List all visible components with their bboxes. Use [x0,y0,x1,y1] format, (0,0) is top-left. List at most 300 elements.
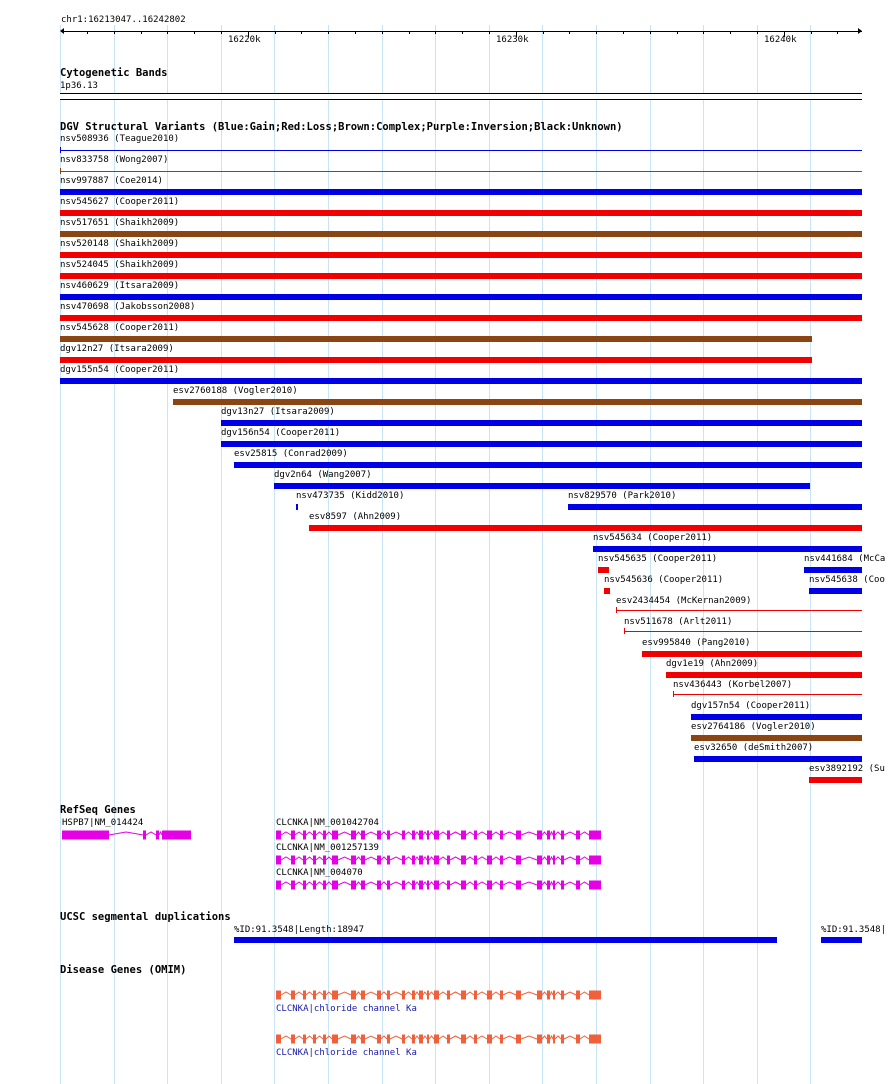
exon-block [402,991,405,1000]
exon-block [547,856,550,865]
exon-block [427,831,429,840]
exon-block [447,831,450,840]
intron-line [306,1036,313,1039]
intron-line [580,857,589,860]
omim-title: Disease Genes (OMIM) [60,964,187,976]
dgv-variant-label[interactable]: nsv470698 (Jakobsson2008) [60,302,196,312]
exon-block [313,881,316,890]
intron-line [580,832,589,835]
exon-block [447,881,450,890]
intron-line [381,832,387,835]
dgv-variant-label[interactable]: nsv833758 (Wong2007) [60,155,169,165]
exon-block [303,856,306,865]
exon-block [537,856,542,865]
intron-line [338,992,351,995]
intron-line [306,992,313,995]
exon-block [361,1035,365,1044]
intron-line [492,857,500,860]
intron-line [281,1036,291,1039]
exon-block [291,831,295,840]
exon-block [361,991,365,1000]
dgv-variant-label[interactable]: esv3892192 (Su [809,764,885,774]
intron-line [295,832,303,835]
exon-block [561,991,564,1000]
intron-line [390,992,402,995]
exon-block [323,991,326,1000]
exon-block [156,831,159,840]
intron-line [146,832,156,835]
intron-line [521,882,537,885]
exon-block [62,831,109,840]
dgv-variant-label[interactable]: nsv545634 (Cooper2011) [593,533,713,543]
exon-block [351,1035,356,1044]
exon-block [500,881,503,890]
refseq-gene-label[interactable]: HSPB7|NM_014424 [62,818,144,828]
exon-block [474,881,477,890]
exon-block [537,831,542,840]
exon-block [576,1035,580,1044]
intron-line [542,857,547,860]
intron-line [356,992,361,995]
intron-line [564,1036,576,1039]
exon-block [561,1035,564,1044]
omim-gene-label[interactable]: CLCNKA|chloride channel Ka [276,1004,417,1014]
gene-glyph-clcnka [276,831,601,840]
intron-line [365,832,377,835]
intron-line [550,992,553,995]
exon-block [561,881,564,890]
intron-line [281,857,291,860]
intron-line [423,832,427,835]
ruler-tick-label: 16230k [496,35,529,45]
dgv-variant-label[interactable]: esv8597 (Ahn2009) [309,512,402,522]
exon-block [461,856,466,865]
exon-block [387,831,390,840]
cytoband-title: Cytogenetic Bands [60,67,168,79]
exon-block [487,881,492,890]
exon-block [313,831,316,840]
intron-line [326,882,332,885]
ruler-tick-label: 16240k [764,35,797,45]
segdup-bar[interactable] [821,937,862,943]
intron-line [503,882,516,885]
exon-block [361,856,365,865]
omim-gene-glyph [276,991,601,1000]
intron-line [306,857,313,860]
exon-block [516,1035,521,1044]
intron-line [492,882,500,885]
intron-line [555,832,561,835]
exon-block [361,881,365,890]
gene-glyph-hspb7 [62,831,191,840]
exon-block [547,1035,550,1044]
omim-gene-label[interactable]: CLCNKA|chloride channel Ka [276,1048,417,1058]
dgv-variant-label[interactable]: esv2434454 (McKernan2009) [616,596,752,606]
exon-block [332,991,338,1000]
exon-block [323,1035,326,1044]
dgv-variant-label[interactable]: nsv517651 (Shaikh2009) [60,218,180,228]
intron-line [564,857,576,860]
intron-line [415,832,419,835]
segdup-label[interactable]: %ID:91.3548|Length:18947 [234,925,365,935]
intron-line [390,1036,402,1039]
exon-block [576,831,580,840]
exon-block [291,881,295,890]
intron-line [316,1036,323,1039]
intron-line [429,1036,434,1039]
exon-block [412,881,415,890]
exon-block [276,881,281,890]
intron-line [492,832,500,835]
exon-block [402,831,405,840]
exon-block [500,856,503,865]
intron-line [503,832,516,835]
intron-line [521,1036,537,1039]
dgv-variant-label[interactable]: esv2760188 (Vogler2010) [173,386,298,396]
exon-block [474,831,477,840]
intron-line [564,832,576,835]
exon-block [276,991,281,1000]
exon-block [553,991,555,1000]
exon-block [332,881,338,890]
intron-line [550,832,553,835]
intron-line [306,882,313,885]
exon-block [447,1035,450,1044]
exon-block [402,881,405,890]
dgv-variant-label[interactable]: esv25815 (Conrad2009) [234,449,348,459]
intron-line [381,857,387,860]
segdup-title: UCSC segmental duplications [60,911,231,923]
exon-block [313,1035,316,1044]
intron-line [405,1036,412,1039]
exon-block [276,856,281,865]
intron-line [429,832,434,835]
exon-block [461,1035,466,1044]
exon-block [500,991,503,1000]
exon-block [291,856,295,865]
intron-line [326,832,332,835]
exon-block [589,881,601,890]
intron-line [542,992,547,995]
refseq-gene-label[interactable]: CLCNKA|NM_004070 [276,868,363,878]
intron-line [316,992,323,995]
dgv-variant-label[interactable]: esv2764186 (Vogler2010) [691,722,816,732]
refseq-title: RefSeq Genes [60,804,136,816]
exon-block [332,856,338,865]
exon-block [589,1035,601,1044]
segdup-bar[interactable] [234,937,777,943]
exon-block [561,831,564,840]
exon-block [434,831,439,840]
intron-line [405,882,412,885]
exon-block [427,856,429,865]
exon-block [461,991,466,1000]
exon-block [516,831,521,840]
exon-block [434,881,439,890]
intron-line [580,992,589,995]
exon-block [419,881,423,890]
intron-line [338,882,351,885]
intron-line [405,857,412,860]
dgv-variant-label[interactable]: nsv829570 (Park2010) [568,491,677,501]
intron-line [390,857,402,860]
exon-block [387,991,390,1000]
location-label: chr1:16213047..16242802 [61,15,186,25]
exon-block [419,831,423,840]
exon-block [162,831,191,840]
exon-block [547,831,550,840]
dgv-variant-label[interactable]: nsv545627 (Cooper2011) [60,197,180,207]
segdup-label[interactable]: %ID:91.3548| [821,925,887,935]
intron-line [450,1036,461,1039]
intron-line [450,882,461,885]
dgv-variant-label[interactable]: dgv156n54 (Cooper2011) [221,428,341,438]
exon-block [351,856,356,865]
intron-line [521,857,537,860]
exon-block [500,831,503,840]
dgv-variant-label[interactable]: nsv473735 (Kidd2010) [296,491,405,501]
intron-line [439,992,447,995]
exon-block [377,856,381,865]
exon-block [332,1035,338,1044]
exon-block [553,1035,555,1044]
intron-line [450,992,461,995]
intron-line [521,832,537,835]
intron-line [492,1036,500,1039]
cytoband-label: 1p36.13 [60,81,98,91]
exon-block [377,831,381,840]
exon-block [351,831,356,840]
exon-block [589,831,601,840]
dgv-variant-label[interactable]: dgv12n27 (Itsara2009) [60,344,174,354]
intron-line [477,832,487,835]
dgv-variant-label[interactable]: nsv524045 (Shaikh2009) [60,260,180,270]
intron-line [550,857,553,860]
intron-line [439,832,447,835]
exon-block [487,991,492,1000]
exon-block [291,1035,295,1044]
exon-block [547,991,550,1000]
exon-block [313,991,316,1000]
intron-line [555,992,561,995]
exon-block [474,991,477,1000]
exon-block [474,856,477,865]
intron-line [450,832,461,835]
intron-line [316,832,323,835]
exon-block [474,1035,477,1044]
refseq-gene-label[interactable]: CLCNKA|NM_001042704 [276,818,379,828]
intron-line [542,882,547,885]
intron-line [405,832,412,835]
exon-block [537,881,542,890]
dgv-variant-label[interactable]: nsv545636 (Cooper2011) [604,575,724,585]
intron-line [365,857,377,860]
exon-block [427,991,429,1000]
intron-line [542,832,547,835]
exon-block [516,991,521,1000]
dgv-variant-label[interactable]: esv995840 (Pang2010) [642,638,751,648]
intron-line [555,857,561,860]
intron-line [477,992,487,995]
intron-line [381,882,387,885]
intron-line [390,882,402,885]
dgv-variant-label[interactable]: nsv520148 (Shaikh2009) [60,239,180,249]
intron-line [503,992,516,995]
exon-block [402,1035,405,1044]
intron-line [109,832,143,835]
exon-block [377,991,381,1000]
intron-line [356,832,361,835]
omim-gene-glyph [276,1035,601,1044]
intron-line [466,1036,474,1039]
intron-line [429,992,434,995]
exon-block [387,1035,390,1044]
intron-line [564,882,576,885]
dgv-variant-label[interactable]: nsv511678 (Arlt2011) [624,617,733,627]
intron-line [390,832,402,835]
exon-block [419,856,423,865]
dgv-variant-label[interactable]: nsv441684 (McCa [804,554,886,564]
exon-block [427,881,429,890]
intron-line [415,1036,419,1039]
exon-block [377,1035,381,1044]
intron-line [550,1036,553,1039]
intron-line [281,882,291,885]
exon-block [361,831,365,840]
intron-line [466,832,474,835]
intron-line [415,992,419,995]
intron-line [439,857,447,860]
intron-line [423,1036,427,1039]
intron-line [466,882,474,885]
ruler-tick-label: 16220k [228,35,261,45]
intron-line [295,882,303,885]
intron-line [405,992,412,995]
exon-block [351,881,356,890]
intron-line [316,857,323,860]
intron-line [381,992,387,995]
intron-line [477,882,487,885]
intron-line [365,882,377,885]
dgv-variant-label[interactable]: nsv508936 (Teague2010) [60,134,180,144]
dgv-variant-label[interactable]: dgv155n54 (Cooper2011) [60,365,180,375]
dgv-variant-label[interactable]: dgv1e19 (Ahn2009) [666,659,759,669]
exon-block [323,881,326,890]
dgv-variant-label[interactable]: nsv460629 (Itsara2009) [60,281,180,291]
intron-line [326,857,332,860]
exon-block [461,881,466,890]
intron-line [365,1036,377,1039]
intron-line [316,882,323,885]
intron-line [281,832,291,835]
exon-block [412,831,415,840]
exon-block [303,991,306,1000]
dgv-variant-label[interactable]: esv32650 (deSmith2007) [694,743,814,753]
gene-glyph-clcnka [276,881,601,890]
exon-block [461,831,466,840]
intron-line [338,1036,351,1039]
dgv-variant-label[interactable]: nsv436443 (Korbel2007) [673,680,793,690]
intron-line [356,857,361,860]
intron-line [564,992,576,995]
intron-line [326,992,332,995]
intron-line [356,1036,361,1039]
intron-line [415,857,419,860]
exon-block [487,1035,492,1044]
dgv-variant-label[interactable]: dgv13n27 (Itsara2009) [221,407,335,417]
exon-block [537,991,542,1000]
exon-block [387,881,390,890]
intron-line [521,992,537,995]
exon-block [537,1035,542,1044]
exon-block [516,881,521,890]
exon-block [589,856,601,865]
exon-block [351,991,356,1000]
intron-line [555,882,561,885]
exon-block [303,1035,306,1044]
intron-line [450,857,461,860]
exon-block [303,881,306,890]
intron-line [281,992,291,995]
exon-block [143,831,146,840]
intron-line [550,882,553,885]
exon-block [589,991,601,1000]
intron-line [423,992,427,995]
exon-block [434,1035,439,1044]
intron-line [477,1036,487,1039]
intron-line [492,992,500,995]
intron-line [429,857,434,860]
intron-line [415,882,419,885]
exon-block [553,881,555,890]
exon-block [402,856,405,865]
intron-line [423,857,427,860]
intron-line [580,1036,589,1039]
exon-block [434,991,439,1000]
intron-line [295,992,303,995]
exon-block [576,856,580,865]
exon-block [427,1035,429,1044]
dgv-variant-label[interactable]: dgv2n64 (Wang2007) [274,470,372,480]
intron-line [159,832,162,835]
dgv-variant-label[interactable]: nsv545638 (Coo [809,575,885,585]
intron-line [580,882,589,885]
exon-block [516,856,521,865]
exon-block [576,881,580,890]
intron-line [423,882,427,885]
exon-block [447,991,450,1000]
exon-block [323,856,326,865]
dgv-variant-label[interactable]: nsv545628 (Cooper2011) [60,323,180,333]
intron-line [439,1036,447,1039]
exon-block [323,831,326,840]
exon-block [313,856,316,865]
intron-line [306,832,313,835]
dgv-variant-label[interactable]: nsv545635 (Cooper2011) [598,554,718,564]
exon-block [576,991,580,1000]
exon-block [487,831,492,840]
intron-line [429,882,434,885]
intron-line [439,882,447,885]
dgv-variant-label[interactable]: dgv157n54 (Cooper2011) [691,701,811,711]
exon-block [276,1035,281,1044]
refseq-gene-label[interactable]: CLCNKA|NM_001257139 [276,843,379,853]
exon-block [500,1035,503,1044]
exon-block [447,856,450,865]
dgv-variant-label[interactable]: nsv997887 (Coe2014) [60,176,163,186]
exon-block [434,856,439,865]
exon-block [276,831,281,840]
